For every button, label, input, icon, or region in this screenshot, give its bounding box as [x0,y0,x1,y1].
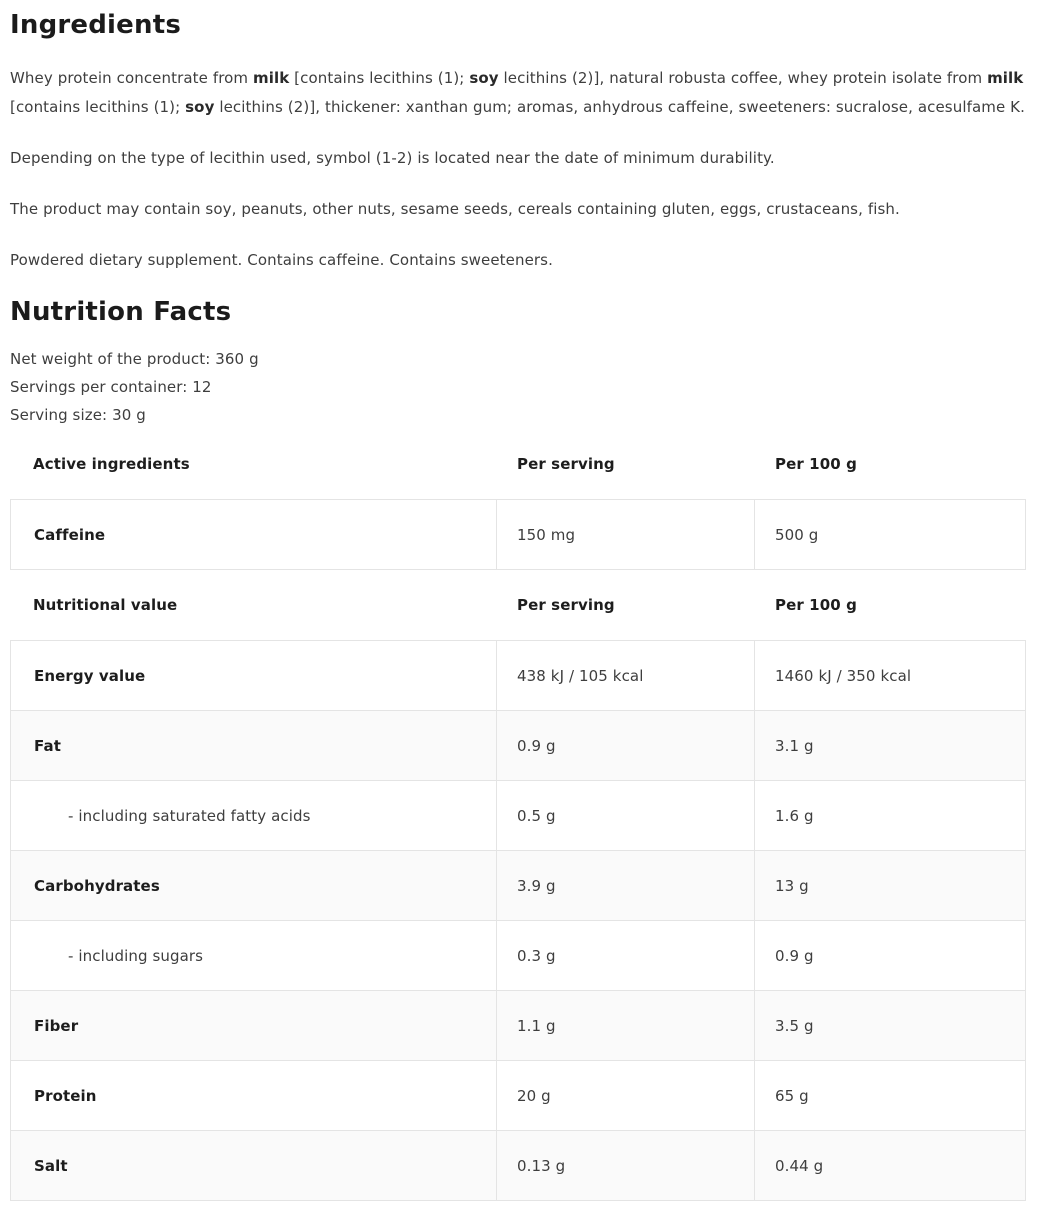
column-header-per-100g: Per 100 g [775,455,857,473]
per-100g-value-cell: 13 g [775,876,809,895]
active-ingredients-table [10,429,1026,570]
table-row [11,500,1025,569]
per-100g-value-cell: 3.5 g [775,1016,814,1035]
per-serving-value-cell: 0.13 g [497,1131,755,1200]
allergen-note-paragraph: The product may contain soy, peanuts, other nuts, sesame seeds, cereals containing gluten, eggs, crustaceans, fish. [10,200,900,218]
info-line: Serving size: 30 g [10,406,146,424]
per-serving-value-cell: 0.9 g [497,711,755,780]
table-row [11,710,1025,780]
ingredient-text: [contains lecithins (1); [10,98,186,116]
ingredients-composition-paragraph [10,64,1026,122]
per-100g-value-cell: 500 g [775,525,819,544]
table-row [11,1130,1025,1200]
ingredient-text: Whey protein concentrate from [10,69,254,87]
column-header-per-100g: Per 100 g [775,596,857,614]
nutrient-label-cell: - including sugars [11,921,497,990]
nutrient-label-cell: Caffeine [11,500,497,569]
column-header-active-ingredients: Active ingredients [33,455,190,473]
bold-ingredient-term: soy [185,98,215,116]
per-serving-value-cell: 438 kJ / 105 kcal [497,641,755,710]
per-100g-value-cell: 0.44 g [775,1156,824,1175]
per-serving-value-cell: 0.3 g [497,921,755,990]
nutrient-label-cell: Protein [11,1061,497,1130]
nutritional-value-table [10,570,1026,1201]
bold-ingredient-term: milk [253,69,290,87]
table-row [11,641,1025,710]
active-ingredients-table-header [10,429,1026,499]
per-serving-value-cell: 0.5 g [497,781,755,850]
column-header-nutritional-value: Nutritional value [33,596,178,614]
ingredient-text: lecithins (2)], thickener: xanthan gum; aromas, anhydrous caffeine, sweeteners: sucralose, acesulfame K. [214,98,1025,116]
per-serving-value-cell: 1.1 g [497,991,755,1060]
table-row [11,920,1025,990]
bold-ingredient-term: soy [469,69,499,87]
ingredients-heading: Ingredients [10,10,182,40]
ingredient-text: lecithins (2)], natural robusta coffee, whey protein isolate from [498,69,988,87]
nutritional-value-table-body [10,640,1026,1201]
per-100g-value-cell: 3.1 g [775,736,814,755]
active-ingredients-table-body [10,499,1026,570]
table-row [11,850,1025,920]
lecithin-note-paragraph: Depending on the type of lecithin used, symbol (1-2) is located near the date of minimum durability. [10,149,775,167]
per-serving-value-cell: 20 g [497,1061,755,1130]
nutrient-label-cell: Fat [11,711,497,780]
serving-info [10,345,1026,429]
per-100g-value-cell: 1460 kJ / 350 kcal [775,666,912,685]
nutrition-facts-heading: Nutrition Facts [10,297,232,327]
info-line: Net weight of the product: 360 g [10,350,259,368]
bold-ingredient-term: milk [987,69,1024,87]
nutrient-label-cell: Salt [11,1131,497,1200]
per-100g-value-cell: 65 g [775,1086,809,1105]
info-line: Servings per container: 12 [10,378,212,396]
per-serving-value-cell: 150 mg [497,500,755,569]
column-header-per-serving: Per serving [517,596,615,614]
nutritional-value-table-header [10,570,1026,640]
per-100g-value-cell: 0.9 g [775,946,814,965]
per-serving-value-cell: 3.9 g [497,851,755,920]
nutrient-label-cell: - including saturated fatty acids [11,781,497,850]
nutrient-label-cell: Carbohydrates [11,851,497,920]
ingredient-text: [contains lecithins (1); [289,69,470,87]
table-row [11,1060,1025,1130]
nutrient-label-cell: Fiber [11,991,497,1060]
supplement-note-paragraph: Powdered dietary supplement. Contains caffeine. Contains sweeteners. [10,251,553,269]
table-row [11,780,1025,850]
per-100g-value-cell: 1.6 g [775,806,814,825]
column-header-per-serving: Per serving [517,455,615,473]
table-row [11,990,1025,1060]
nutrient-label-cell: Energy value [11,641,497,710]
